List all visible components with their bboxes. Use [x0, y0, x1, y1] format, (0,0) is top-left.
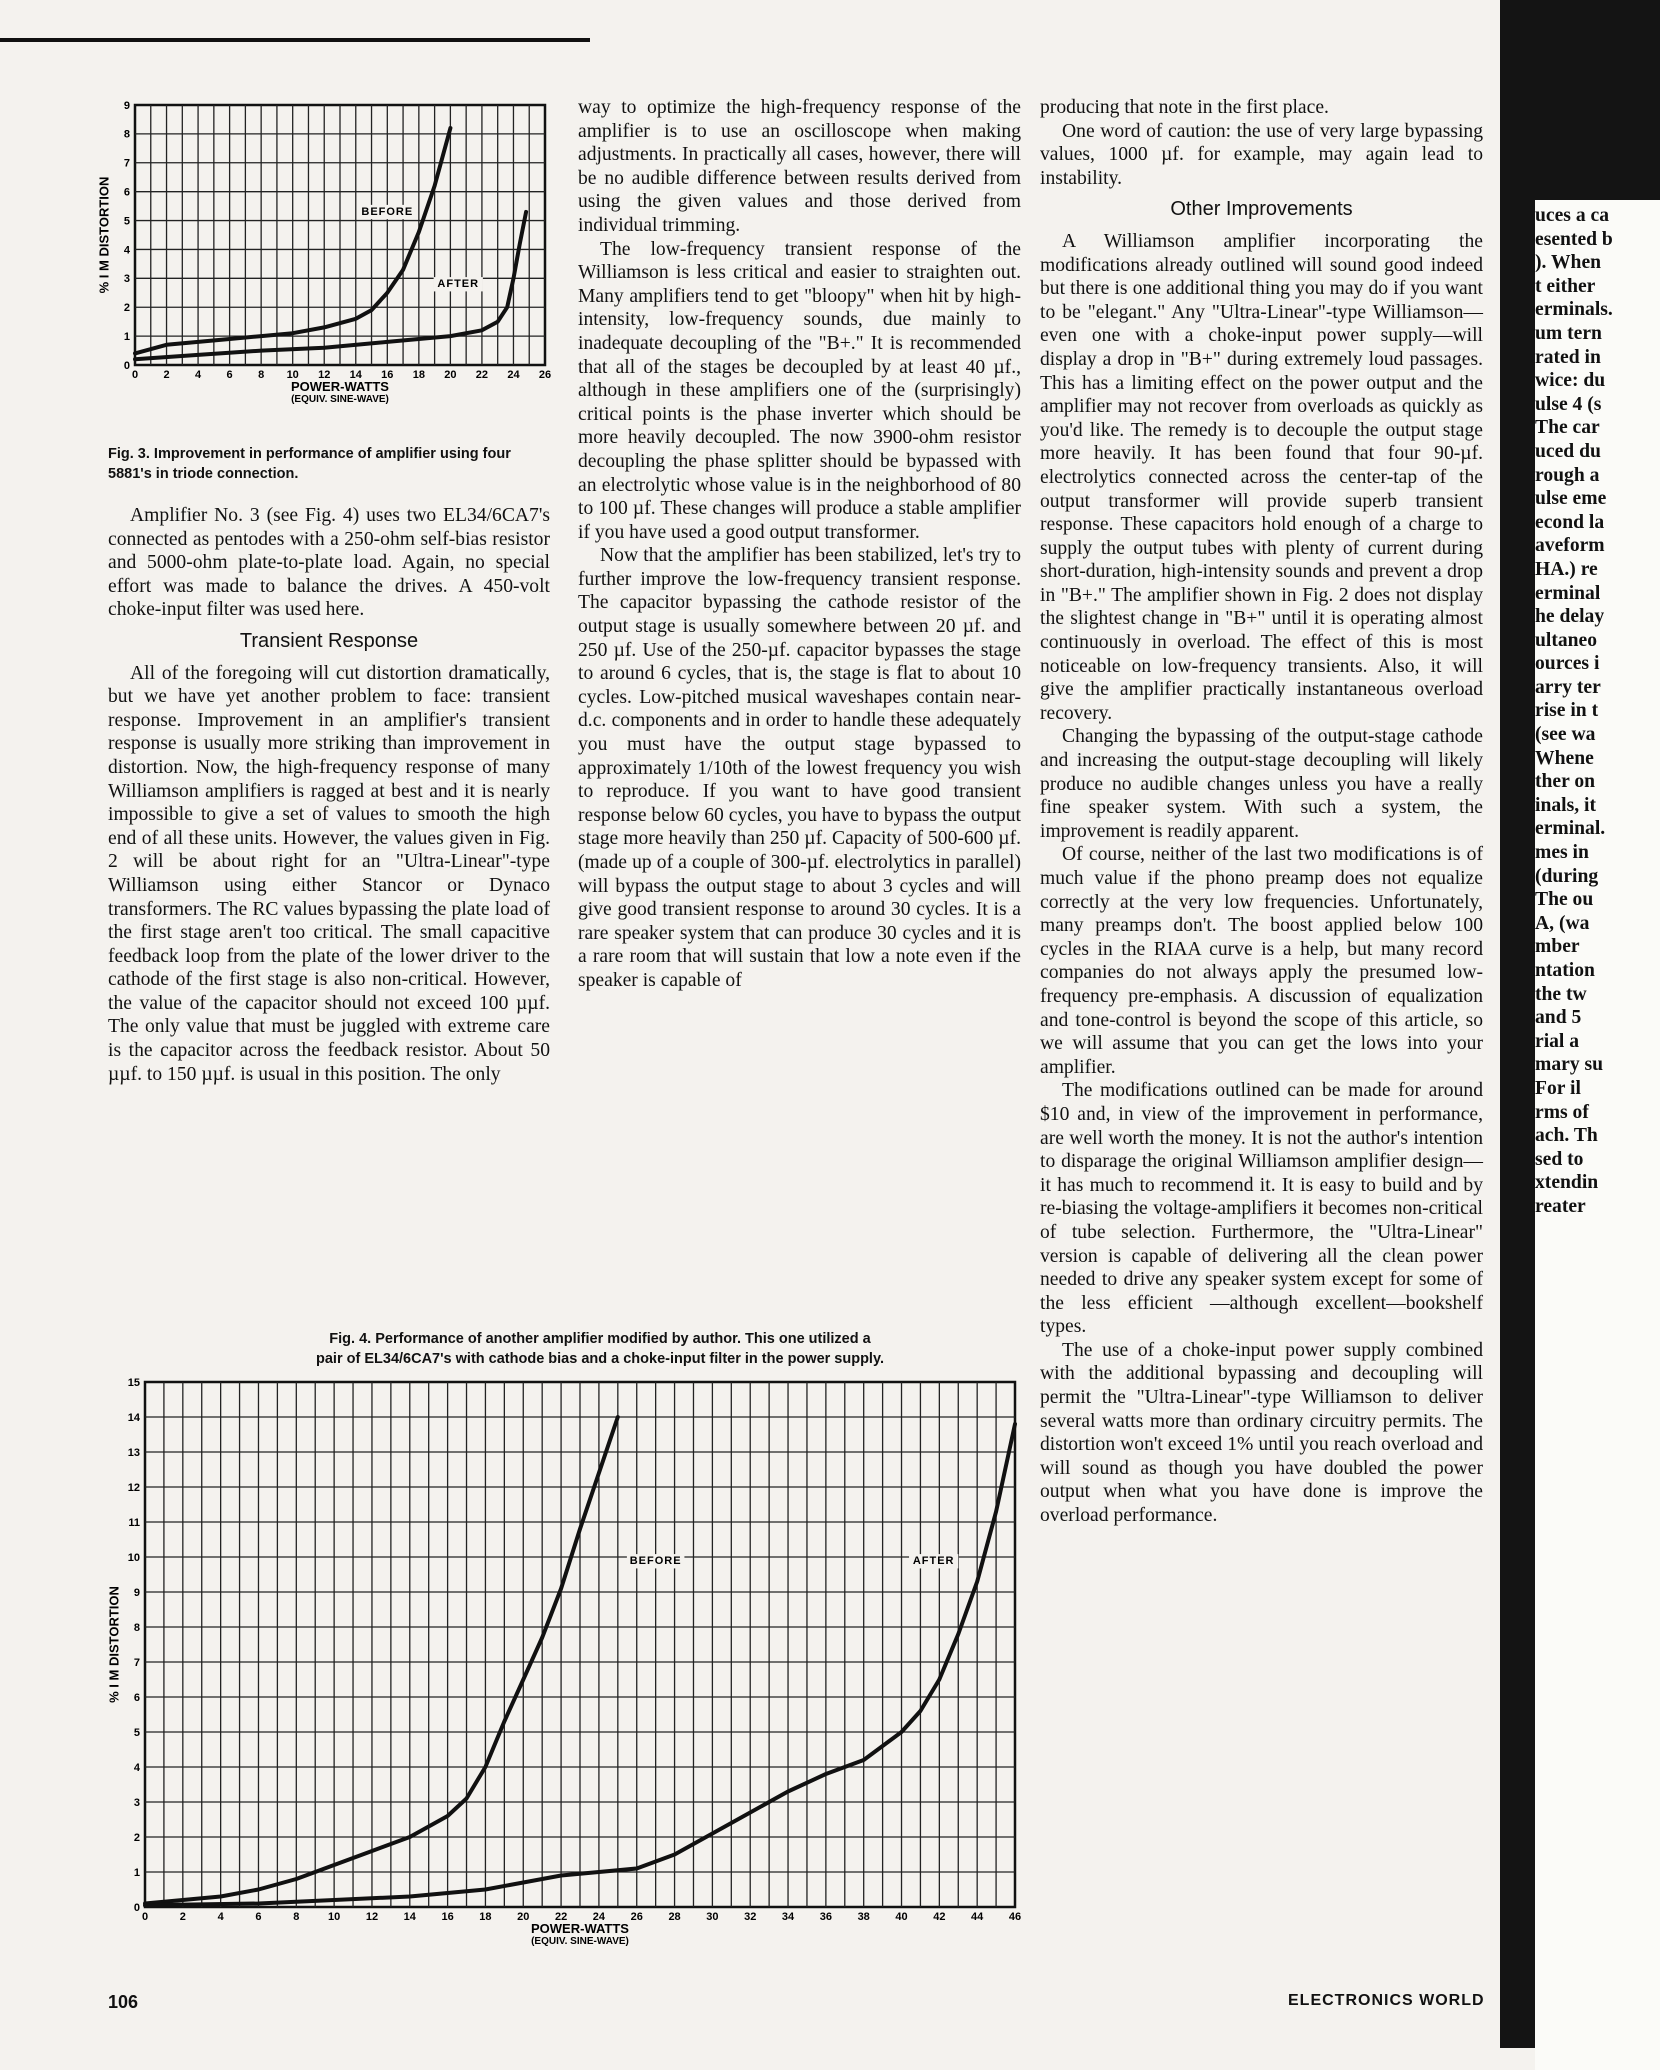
edge-fragment-line: the tw	[1535, 983, 1587, 1005]
edge-fragment-line: rial a	[1535, 1030, 1580, 1052]
figure-4-caption-line: pair of EL34/6CA7's with cathode bias and a choke-input filter in the power supply.	[316, 1351, 884, 1367]
edge-fragment-line: ulse eme	[1535, 488, 1607, 510]
edge-fragment-line: Whene	[1535, 747, 1594, 769]
section-heading-transient-response: Transient Response	[239, 629, 419, 652]
x-axis-sublabel: (EQUIV. SINE-WAVE)	[291, 394, 389, 406]
edge-fragment-line: The car	[1535, 417, 1600, 439]
x-tick-label: 16	[381, 369, 394, 381]
x-tick-label: 16	[441, 1911, 454, 1923]
x-tick-label: 14	[403, 1911, 416, 1923]
x-tick-label: 18	[412, 369, 425, 381]
figure-4-caption-line: Fig. 4. Performance of another amplifier modified by author. This one utilized a	[329, 1331, 871, 1347]
column-2-paragraph: way to optimize the high-frequency response of the amplifier is to use an oscilloscope when making adjustments. In practically all cases, however, there will be no audible difference between results derived from using the given values and those derived from individual trimming.	[578, 97, 1021, 236]
y-tick-label: 1	[123, 330, 130, 343]
x-tick-label: 32	[744, 1911, 757, 1923]
edge-fragment-line: reater	[1535, 1195, 1586, 1217]
edge-fragment-line: A, (wa	[1535, 912, 1590, 934]
x-tick-label: 6	[226, 369, 233, 381]
edge-fragment-line: erminals.	[1535, 299, 1613, 321]
y-tick-label: 6	[123, 186, 130, 199]
x-tick-label: 10	[286, 369, 299, 381]
series-label-before: BEFORE	[629, 1555, 682, 1567]
edge-fragment-line: mber	[1535, 936, 1580, 958]
y-tick-label: 10	[127, 1551, 140, 1564]
edge-fragment-line: ources i	[1535, 653, 1600, 675]
next-page-fragments	[1535, 204, 1660, 1219]
y-tick-label: 9	[133, 1586, 140, 1599]
figure-3-caption: Fig. 3. Improvement in performance of amplifier using four 5881's in triode connection.	[108, 446, 511, 482]
column-2-paragraph: The low-frequency transient response of the Williamson is less critical and easier to straighten out. Many amplifiers tend to get "bloopy" when hit by high-intensity, low-frequency sounds, due mainly to inadequate decoupling of the "B+." It is recommended that all of the stages be decoupled by at least 40 µf., although in these amplifiers one of the (surprisingly) critical points is the phase inverter which should be more heavily decoupled. The now 3900-ohm resistor decoupling the phase splitter should be bypassed with an electrolytic whose value is in the neighborhood of 80 to 100 µf. These changes will produce a stable amplifier if you have used a good output transformer.	[578, 238, 1021, 543]
y-axis-label: % I M DISTORTION	[96, 176, 112, 294]
x-tick-label: 4	[217, 1911, 224, 1923]
y-tick-label: 5	[123, 215, 130, 228]
x-tick-label: 2	[163, 369, 170, 381]
column-3-paragraph: One word of caution: the use of very large bypassing values, 1000 µf. for example, may again lead to instability.	[1040, 120, 1483, 189]
x-tick-label: 14	[349, 369, 362, 381]
y-axis-label: % I M DISTORTION	[106, 1586, 122, 1703]
y-tick-label: 1	[133, 1866, 140, 1879]
y-tick-label: 6	[133, 1691, 140, 1704]
x-tick-label: 6	[255, 1911, 262, 1923]
x-tick-label: 38	[857, 1911, 870, 1923]
column-3-paragraph: A Williamson amplifier incorporating the modifications already outlined will sound good indeed but there is one additional thing you may do if you want to be "elegant." Any "Ultra-Linear"-type Williamson—even one with a choke-input power supply—will display a drop in "B+" during extremely loud passages. This has a limiting effect on the power output and the amplifier may not recover from overloads as quickly as you'd like. The remedy is to decouple the output stage more heavily. It has been found that four 90-µf. electrolytics connected across the center-tap of the output transformer will provide superb transient response. These capacitors hold enough of a charge to supply the output tubes with plenty of current during short-duration, high-intensity sounds and prevent a drop in "B+." The amplifier shown in Fig. 2 does not display the slightest change in "B+" until it is operating almost continuously in overload. The effect of this is most noticeable on low-frequency transients. Also, it will give the amplifier practically instantaneous overload recovery.	[1040, 230, 1483, 724]
x-tick-label: 10	[328, 1911, 341, 1923]
section-heading-other-improvements: Other Improvements	[1170, 198, 1353, 221]
y-tick-label: 13	[127, 1446, 140, 1459]
magazine-name: ELECTRONICS WORLD	[1288, 1992, 1485, 2009]
edge-fragment-line: aveform	[1535, 535, 1605, 557]
edge-fragment-line: wice: du	[1535, 370, 1606, 392]
edge-fragment-line: econd la	[1535, 511, 1605, 533]
edge-fragment-line: mary su	[1535, 1054, 1604, 1076]
x-tick-label: 0	[141, 1911, 149, 1923]
x-axis-label: POWER-WATTS	[531, 1921, 629, 1937]
x-tick-label: 4	[195, 369, 202, 381]
x-tick-label: 2	[179, 1911, 186, 1923]
y-tick-label: 2	[123, 302, 130, 315]
x-tick-label: 36	[819, 1911, 832, 1923]
x-tick-label: 40	[895, 1911, 908, 1923]
x-tick-label: 24	[507, 369, 520, 381]
edge-fragment-line: ulse 4 (s	[1535, 393, 1602, 415]
column-3	[1040, 96, 1483, 1528]
series-label-after: AFTER	[437, 278, 480, 290]
x-tick-label: 42	[933, 1911, 946, 1923]
page-number: 106	[108, 1992, 139, 2012]
y-tick-label: 7	[133, 1656, 140, 1669]
x-tick-label: 18	[479, 1911, 492, 1923]
edge-fragment-line: arry ter	[1535, 676, 1601, 698]
x-tick-label: 22	[475, 369, 489, 381]
edge-fragment-line: rated in	[1535, 346, 1601, 368]
x-tick-label: 20	[517, 1911, 530, 1923]
x-tick-label: 26	[630, 1911, 643, 1923]
x-tick-label: 0	[131, 369, 139, 381]
x-tick-label: 28	[668, 1911, 681, 1923]
column-3-paragraph: Changing the bypassing of the output-stage cathode and increasing the output-stage decoupling will likely produce no audible changes unless you have a really fine speaker system. With such a system, the improvement is readily apparent.	[1040, 726, 1483, 842]
y-tick-label: 4	[123, 244, 130, 257]
edge-fragment-line: rough a	[1535, 464, 1600, 486]
edge-fragment-line: ach. Th	[1535, 1125, 1598, 1147]
edge-fragment-line: sed to	[1535, 1148, 1584, 1170]
column-3-paragraph: producing that note in the first place.	[1040, 97, 1329, 118]
y-tick-label: 3	[133, 1796, 140, 1809]
figure-3-chart	[95, 80, 555, 420]
column-2	[578, 96, 1021, 993]
edge-fragment-line: ultaneo	[1535, 629, 1598, 651]
column-3-paragraph: Of course, neither of the last two modifications is of much value if the phono preamp does not equalize correctly at the very low frequencies. Unfortunately, many preamps don't. The boost applied below 100 cycles in the RIAA curve is a help, but many record companies do not always apply the presumed low-frequency pre-emphasis. A discussion of equalization and tone-control is beyond the scope of this article, so we will assume that you can get the lows into your amplifier.	[1040, 844, 1483, 1078]
edge-fragment-line: The ou	[1535, 889, 1594, 911]
edge-fragment-line: and 5	[1535, 1007, 1582, 1029]
edge-fragment-line: (see wa	[1535, 724, 1596, 746]
edge-fragment-line: uced du	[1535, 440, 1601, 462]
edge-fragment-line: HA.) re	[1535, 558, 1598, 580]
edge-fragment-line: he delay	[1535, 606, 1605, 628]
y-tick-label: 8	[123, 128, 130, 141]
y-tick-label: 4	[133, 1761, 140, 1774]
edge-fragment-line: t either	[1535, 275, 1596, 297]
y-tick-label: 12	[127, 1481, 140, 1494]
y-tick-label: 9	[123, 99, 130, 112]
y-tick-label: 0	[123, 359, 130, 372]
edge-fragment-line: inals, it	[1535, 794, 1596, 816]
column-1-paragraph: Amplifier No. 3 (see Fig. 4) uses two EL34/6CA7's connected as pentodes with a 250-ohm self-bias resistor and 5000-ohm plate-to-plate load. Again, no special effort was made to balance the drives. A 450-volt choke-input filter was used here.	[108, 505, 550, 621]
y-tick-label: 11	[128, 1516, 140, 1529]
series-line-before	[145, 1417, 618, 1904]
column-3-paragraph: The modifications outlined can be made for around $10 and, in view of the improvement in performance, are well worth the money. It is not the author's intention to disparage the original Williamson amplifier design—it has much to recommend it. It is easy to build and by re-biasing the voltage-amplifiers it becomes non-critical of tube selection. Furthermore, the "Ultra-Linear" version is capable of delivering all the clean power needed to drive any speaker system except for some of the less efficient —although excellent—bookshelf types.	[1040, 1080, 1483, 1338]
edge-fragment-line: uces a ca	[1535, 205, 1610, 226]
x-tick-label: 30	[706, 1911, 719, 1923]
y-tick-label: 3	[123, 273, 130, 286]
edge-fragment-line: esented b	[1535, 228, 1613, 250]
edge-fragment-line: rise in t	[1535, 700, 1599, 722]
figure-4-caption	[180, 1329, 1020, 1369]
y-tick-label: 14	[127, 1411, 140, 1424]
top-rule	[0, 38, 590, 42]
edge-fragment-line: erminal.	[1535, 818, 1606, 840]
edge-fragment-line: rms of	[1535, 1101, 1589, 1123]
x-tick-label: 8	[258, 369, 265, 381]
y-tick-label: 5	[133, 1726, 140, 1739]
y-tick-label: 0	[133, 1901, 140, 1914]
edge-fragment-line: ther on	[1535, 771, 1596, 793]
edge-fragment-line: For il	[1535, 1077, 1581, 1099]
y-tick-label: 15	[127, 1376, 140, 1389]
x-tick-label: 26	[538, 369, 552, 381]
edge-fragment-line: um tern	[1535, 322, 1602, 344]
edge-fragment-line: ntation	[1535, 960, 1595, 981]
y-tick-label: 8	[133, 1621, 140, 1634]
x-tick-label: 12	[365, 1911, 379, 1923]
x-tick-label: 24	[592, 1911, 606, 1923]
x-tick-label: 20	[444, 369, 457, 381]
x-tick-label: 8	[293, 1911, 300, 1923]
x-tick-label: 46	[1008, 1911, 1022, 1923]
edge-fragment-line: mes in	[1535, 842, 1589, 864]
edge-fragment-line: xtendin	[1535, 1172, 1599, 1194]
series-label-before: BEFORE	[361, 205, 414, 218]
figure-4-chart	[95, 1372, 1030, 1972]
x-tick-label: 44	[971, 1911, 984, 1923]
edge-fragment-line: ). When	[1535, 252, 1602, 274]
x-tick-label: 12	[318, 369, 331, 381]
column-1-paragraph: All of the foregoing will cut distortion dramatically, but we have yet another problem to face: transient response. Improvement in an amplifier's transient response is usually more striking than improvement in distortion. Now, the high-frequency response of many Williamson amplifiers is ragged at best and it is nearly impossible to give a set of values to smooth the high end of all these units. However, the values given in Fig. 2 will be about right for an "Ultra-Linear"-type Williamson using either Stancor or Dynaco transformers. The RC values bypassing the plate load of the first stage aren't too critical. The small capacitive feedback loop from the plate of the lower driver to the cathode of the first stage is also non-critical. However, the value of the capacitor should not exceed 100 µµf. The only value that must be juggled with extreme care is the capacitor across the feedback resistor. About 50 µµf. to 150 µµf. is usual in this position. The only	[108, 662, 550, 1085]
y-tick-label: 2	[133, 1831, 140, 1844]
edge-fragment-line: erminal	[1535, 582, 1601, 604]
x-tick-label: 22	[554, 1911, 568, 1923]
column-3-paragraph: The use of a choke-input power supply combined with the additional bypassing and decoupling will permit the "Ultra-Linear"-type Williamson to deliver several watts more than ordinary circuitry permits. The distortion won't exceed 1% until you reach overload and will sound as though you have doubled the power output when what you have done is improve the overload performance.	[1040, 1339, 1483, 1527]
column-1	[108, 504, 550, 1086]
x-tick-label: 34	[781, 1911, 795, 1923]
x-axis-sublabel: (EQUIV. SINE-WAVE)	[531, 1936, 629, 1948]
series-label-after: AFTER	[912, 1555, 955, 1567]
edge-fragment-line: (during	[1535, 865, 1599, 887]
x-axis-label: POWER-WATTS	[291, 379, 389, 395]
column-2-paragraph: Now that the amplifier has been stabilized, let's try to further improve the low-frequency transient response. The capacitor bypassing the cathode resistor of the output stage is usually somewhere between 20 µf. and 250 µf. Use of the 250-µf. capacitor bypasses the stage to around 6 cycles, that is, the stage is flat to about 10 cycles. Low-pitched musical waveshapes contain near-d.c. components and in order to handle these adequately you must have the output stage bypassed to approximately 1/10th of the lowest frequency you wish to reproduce. If you want to have good transient response below 60 cycles, you have to bypass the output stage more heavily than 250 µf. Capacity of 500-600 µf. (made up of a couple of 300-µf. electrolytics in parallel) will bypass the output stage to about 3 cycles and will give good transient response to around 30 cycles. It is a rare speaker system that can produce 30 cycles and it is a rare room that will sustain that low a note even if the speaker is capable of	[578, 545, 1021, 991]
y-tick-label: 7	[123, 157, 130, 170]
